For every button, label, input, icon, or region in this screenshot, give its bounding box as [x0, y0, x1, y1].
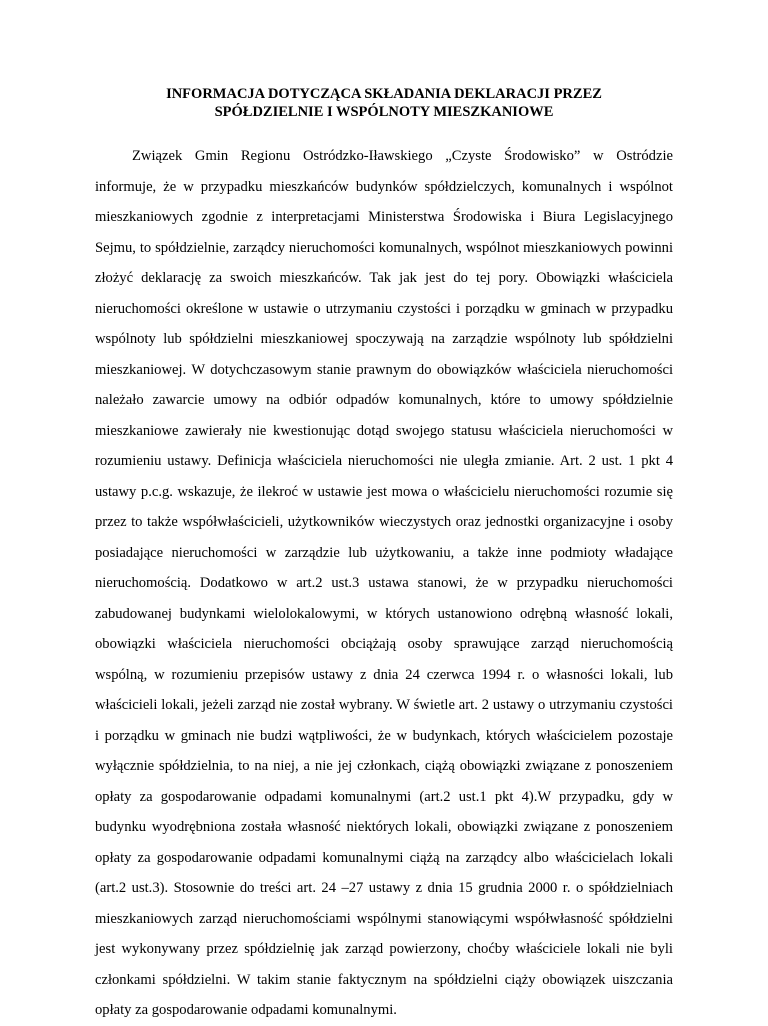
- title-line-1: INFORMACJA DOTYCZĄCA SKŁADANIA DEKLARACJI PRZEZ: [166, 86, 602, 102]
- document-title: [100, 85, 668, 121]
- title-line-2: SPÓŁDZIELNIE I WSPÓLNOTY MIESZKANIOWE: [214, 104, 554, 120]
- body-paragraph: Związek Gmin Regionu Ostródzko-Iławskiego „Czyste Środowisko” w Ostródzie informuje, że w przypadku mieszkańców budynków spółdzielczych, komunalnych i wspólnot mieszkaniowych zgodnie z interpretacjami Ministerstwa Środowiska i Biura Legislacyjnego Sejmu, to spółdzielnie, zarządcy nieruchomości komunalnych, wspólnot mieszkaniowych powinni złożyć deklarację za swoich mieszkańców. Tak jak jest do tej pory. Obowiązki właściciela nieruchomości określone w ustawie o utrzymaniu czystości i porządku w gminach w przypadku wspólnoty lub spółdzielni mieszkaniowej spoczywają na zarządzie wspólnoty lub spółdzielni mieszkaniowej. W dotychczasowym stanie prawnym do obowiązków właściciela nieruchomości należało zawarcie umowy na odbiór odpadów komunalnych, które to umowy spółdzielnie mieszkaniowe zawierały nie kwestionując dotąd swojego statusu właściciela nieruchomości w rozumieniu ustawy. Definicja właściciela nieruchomości nie uległa zmianie. Art. 2 ust. 1 pkt 4 ustawy p.c.g. wskazuje, że ilekroć w ustawie jest mowa o właścicielu nieruchomości rozumie się przez to także współwłaścicieli, użytkowników wieczystych oraz jednostki organizacyjne i osoby posiadające nieruchomości w zarządzie lub użytkowaniu, a także inne podmioty władające nieruchomością. Dodatkowo w art.2 ust.3 ustawa stanowi, że w przypadku nieruchomości zabudowanej budynkami wielolokalowymi, w których ustanowiono odrębną własność lokali, obowiązki właściciela nieruchomości obciążają osoby sprawujące zarząd nieruchomością wspólną, w rozumieniu przepisów ustawy z dnia 24 czerwca 1994 r. o własności lokali, lub właścicieli lokali, jeżeli zarząd nie został wybrany. W świetle art. 2 ustawy o utrzymaniu czystości i porządku w gminach nie budzi wątpliwości, że w budynkach, których właścicielem pozostaje wyłącznie spółdzielnia, to na niej, a nie jej członkach, ciążą obowiązki związane z ponoszeniem opłaty za gospodarowanie odpadami komunalnymi (art.2 ust.1 pkt 4).W przypadku, gdy w budynku wyodrębniona została własność niektórych lokali, obowiązki związane z ponoszeniem opłaty za gospodarowanie odpadami komunalnymi ciążą na zarządcy albo właścicielach lokali (art.2 ust.3). Stosownie do treści art. 24 –27 ustawy z dnia 15 grudnia 2000 r. o spółdzielniach mieszkaniowych zarząd nieruchomościami wspólnymi stanowiącymi współwłasność spółdzielni jest wykonywany przez spółdzielnię jak zarząd powierzony, choćby właściciele lokali nie byli członkami spółdzielni. W takim stanie faktycznym na spółdzielni ciąży obowiązek uiszczania opłaty za gospodarowanie odpadami komunalnymi.: [95, 148, 673, 1018]
